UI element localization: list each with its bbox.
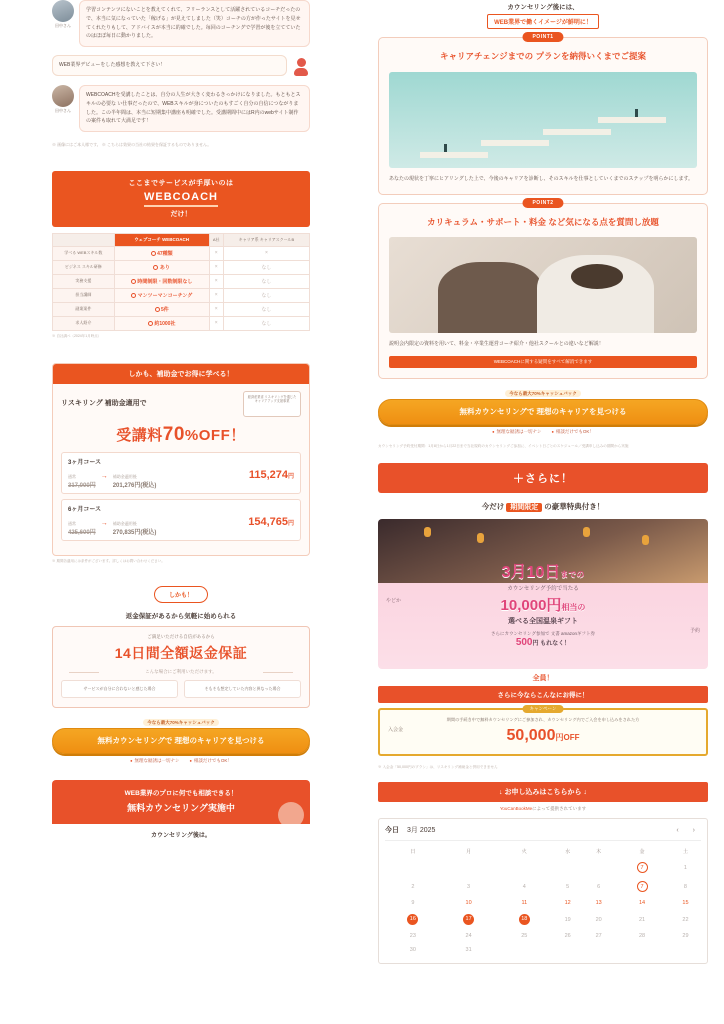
ycbm-brand: YouCanBookMe bbox=[499, 806, 533, 812]
row-label: 副業案件 bbox=[53, 302, 115, 316]
arrow-icon: → bbox=[100, 472, 108, 480]
cell-a: × bbox=[209, 288, 223, 302]
table-row bbox=[53, 288, 310, 302]
right-column bbox=[362, 0, 724, 1024]
cell-b: なし bbox=[223, 316, 309, 330]
course-prices bbox=[68, 516, 294, 536]
cta-subnotes bbox=[378, 429, 708, 435]
free-counseling-button[interactable]: 無料カウンセリングで 理想のキャリアを見つける bbox=[378, 399, 708, 426]
apply-bar: ↓ お申し込みはこちらから ↓ bbox=[378, 782, 708, 802]
voice-question-1 bbox=[52, 55, 310, 77]
calendar-day[interactable]: 5 bbox=[566, 883, 570, 890]
guarantee-cards bbox=[61, 680, 301, 698]
calendar-month: 3月 2025 bbox=[407, 827, 436, 835]
red-banner-line1: WEB業界のプロに何でも相談できる！ bbox=[124, 790, 238, 798]
avatar-wrapper bbox=[52, 0, 74, 47]
cell-b: なし bbox=[223, 274, 309, 288]
right-fineprint: カウンセリング予約受付期間：1月8日から1月22日まで当社規約のカウンセリングご参加に、イベント日ごとのスケジュール／受講申し込みの期間から実施 bbox=[378, 444, 629, 449]
plus-banner: ＋さらに！ bbox=[378, 463, 708, 493]
calendar-day-available[interactable]: 12 bbox=[564, 900, 571, 907]
cell-a: × bbox=[209, 316, 223, 330]
question-text: WEB業界デビューをした感想を教えて下さい！ bbox=[52, 55, 287, 76]
table-row bbox=[53, 260, 310, 274]
right-heading-title: カウンセリング後には、 bbox=[507, 4, 579, 11]
point-tag: POINT1 bbox=[522, 32, 563, 42]
avatar-label: 田中さん bbox=[55, 23, 71, 28]
cell-a: × bbox=[209, 274, 223, 288]
cell-a: × bbox=[209, 260, 223, 274]
consultation-photo bbox=[389, 237, 697, 333]
calendar-day-available[interactable]: 7 bbox=[614, 877, 670, 896]
calendar-day[interactable]: 29 bbox=[682, 933, 689, 940]
cell-webcoach: 約1000社 bbox=[114, 316, 209, 330]
calendar-day[interactable]: 27 bbox=[595, 933, 602, 940]
table-header-row bbox=[53, 233, 310, 246]
cell-a: × bbox=[209, 302, 223, 316]
calendar-header bbox=[385, 825, 701, 841]
subsidy-badge: 経済産業省 リスキリングを通じた キャリアアップ支援事業 bbox=[243, 391, 301, 417]
table-row bbox=[53, 246, 310, 260]
calendar-day[interactable]: 3 bbox=[467, 883, 471, 890]
coupon-amount: 50,000円OFF bbox=[506, 727, 580, 745]
right-cta bbox=[378, 391, 708, 436]
calendar-day[interactable] bbox=[385, 858, 441, 877]
calendar-day[interactable]: 9 bbox=[411, 900, 415, 907]
guarantee-main: 14日間全額返金保証 bbox=[114, 644, 248, 661]
limited-offer-line: 今だけ 期間限定 の豪華特典付き！ bbox=[481, 502, 605, 512]
calendar-day[interactable]: 24 bbox=[465, 933, 472, 940]
coupon-tag: キャンペーン bbox=[523, 705, 564, 713]
right-heading-subtitle: WEB業界で働くイメージが鮮明に！ bbox=[487, 14, 599, 29]
point-tag: POINT2 bbox=[522, 198, 563, 208]
calendar-day[interactable] bbox=[496, 858, 552, 877]
calendar-day-selected[interactable]: 17 bbox=[441, 910, 497, 929]
table-row bbox=[53, 316, 310, 330]
course-name: 3ヶ月コース bbox=[68, 459, 102, 466]
calendar-day-selected[interactable]: 18 bbox=[496, 910, 552, 929]
banner-line3: だけ！ bbox=[170, 210, 192, 218]
avatar bbox=[52, 0, 74, 22]
cell-b: × bbox=[223, 246, 309, 260]
promo-amount: 10,000円相当の bbox=[500, 597, 586, 615]
calendar-day[interactable]: 22 bbox=[682, 916, 689, 923]
table-row bbox=[53, 302, 310, 316]
cell-webcoach: あり bbox=[114, 260, 209, 274]
calendar-day[interactable]: 30 bbox=[409, 947, 416, 954]
cell-b: なし bbox=[223, 288, 309, 302]
calendar-week bbox=[385, 929, 701, 943]
cta-sub-2: ● 相談だけでもOK！ bbox=[551, 429, 593, 435]
calendar-week bbox=[385, 877, 701, 896]
th-webcoach: ウェブコーチ WEBCOACH bbox=[114, 233, 209, 246]
calendar-day[interactable] bbox=[441, 858, 497, 877]
guarantee-title: 返金保証があるから気軽に始められる bbox=[125, 612, 237, 620]
weekday: 日 bbox=[410, 849, 416, 856]
all-badge: 全員！ bbox=[532, 675, 554, 683]
coupon-card bbox=[378, 708, 708, 756]
point-description: あなたの現状を丁寧にヒアリングした上で、今後のキャリアを診断し、そのスキルを仕事としていくまでのステップを明らかにします。 bbox=[389, 175, 694, 182]
weekday: 土 bbox=[682, 849, 688, 856]
point-card-2 bbox=[378, 199, 708, 379]
promo-sub: カウンセリング予約で当たる bbox=[507, 586, 579, 593]
subsidy-price: 受講料70%OFF！ bbox=[116, 423, 246, 445]
calendar-day[interactable] bbox=[552, 943, 583, 957]
avatar bbox=[52, 85, 74, 107]
cta-note: 今なら最大70%キャッシュバック bbox=[378, 391, 708, 397]
arrow-icon: → bbox=[100, 519, 108, 527]
coupon-note: ※ 入会金「50,000円のプラン」は、リスキリング補助金と併用できません bbox=[378, 765, 498, 770]
th-a: A社 bbox=[209, 233, 223, 246]
course-new: 154,765円 bbox=[248, 515, 294, 528]
calendar-day[interactable]: 21 bbox=[638, 916, 646, 923]
voice-text: 学習コンテンツにないことを教えてくれて、フリーランスとして活躍されているコーチだったので、本当に気になっていた「稼げる」が見えてしました（笑）コーチの方が作ったサイトを見せてくれたりもして、アドバイスが本当に的確でした。毎回のコーチングで学習が後を立てていたのはほぼ毎日に動かりました。 bbox=[79, 0, 310, 47]
th-blank bbox=[53, 233, 115, 246]
right-heading bbox=[378, 0, 708, 29]
cta-subnotes bbox=[52, 758, 310, 764]
calendar-day-selected[interactable]: 16 bbox=[385, 910, 441, 929]
service-banner bbox=[52, 171, 310, 227]
point-title: カリキュラム・サポート・料金 など気になる点を質問し放題 bbox=[427, 216, 659, 227]
avatar-wrapper-2 bbox=[52, 85, 74, 132]
promo-tag-left: やどか bbox=[386, 598, 402, 605]
guarantee-lead: ご満足いただける自信があるから bbox=[147, 633, 215, 639]
shikamo-pill: しかも！ bbox=[154, 586, 208, 603]
subsidy-note: ※ 期間各適用には条件がございます。詳しくはお問い合わせください。 bbox=[52, 558, 165, 563]
point-card-1 bbox=[378, 34, 708, 195]
subsidy-lead: リスキリング 補助金適用で bbox=[61, 399, 147, 407]
calendar-week bbox=[385, 858, 701, 877]
voice-disclaimer: ※ 画像にはご本人様です。 ※ こちらは効果の当社の結果を保証するものでありません。 bbox=[52, 142, 212, 147]
weekday: 月 bbox=[466, 849, 472, 856]
calendar-day-available[interactable]: 10 bbox=[465, 900, 472, 907]
calendar-day[interactable] bbox=[614, 943, 670, 957]
point-description: 説明会内限定の資料を用いて、料金・卒業生運営コーチ紹介・他社スクールとの違いなど解説！ bbox=[389, 341, 604, 348]
cta-sub-2: ● 相談だけでもOK！ bbox=[189, 758, 231, 764]
guarantee-box bbox=[52, 626, 310, 708]
row-label: 担当講師 bbox=[53, 288, 115, 302]
calendar-day[interactable]: 8 bbox=[683, 883, 687, 890]
course-card bbox=[61, 499, 301, 541]
calendar-day[interactable]: 4 bbox=[522, 883, 526, 890]
calendar-week bbox=[385, 896, 701, 910]
weekday: 金 bbox=[639, 849, 645, 856]
table-note: ※ 自社調べ（2024年1月時点） bbox=[52, 333, 102, 338]
after-counseling-label: カウンセリング後は。 bbox=[151, 833, 211, 840]
weekday-row bbox=[385, 845, 701, 858]
banner-brand: WEBCOACH bbox=[144, 191, 218, 207]
all-bar: さらに今ならこんなにお得に！ bbox=[378, 686, 708, 703]
subsidy-top bbox=[61, 391, 301, 417]
calendar-day[interactable] bbox=[583, 858, 614, 877]
cell-webcoach: 47種類 bbox=[114, 246, 209, 260]
calendar-day[interactable]: 28 bbox=[638, 933, 646, 940]
course-mid: 補助金適用後 201,276円(税込) bbox=[112, 473, 157, 489]
course-card bbox=[61, 452, 301, 494]
calendar-day[interactable] bbox=[670, 943, 701, 957]
cell-a: × bbox=[209, 246, 223, 260]
cell-webcoach: 5件 bbox=[114, 302, 209, 316]
course-old: 通常 317,000円 bbox=[68, 473, 96, 489]
point-title: キャリアチェンジまでの プランを納得いくまでご提案 bbox=[440, 51, 646, 61]
course-mid: 補助金適用後 270,835円(税込) bbox=[112, 520, 157, 536]
guarantee-card: サービスが自分に合わないと感じた場合 bbox=[61, 680, 178, 698]
weekday: 水 bbox=[565, 849, 571, 856]
booking-calendar[interactable] bbox=[378, 818, 708, 964]
promo-content bbox=[378, 519, 708, 669]
calendar-day-available[interactable]: 13 bbox=[595, 900, 602, 907]
calendar-day[interactable]: 6 bbox=[597, 883, 601, 890]
bottom-red-banner bbox=[52, 780, 310, 824]
comparison-table bbox=[52, 233, 310, 331]
cell-webcoach: 時間制限・回数制限なし bbox=[114, 274, 209, 288]
calendar-day[interactable]: 23 bbox=[409, 933, 416, 940]
voice-answer-2 bbox=[52, 85, 310, 132]
calendar-week bbox=[385, 910, 701, 929]
free-counseling-button[interactable]: 無料カウンセリングで 理想のキャリアを見つける bbox=[52, 728, 310, 755]
row-label: 求人紹介 bbox=[53, 316, 115, 330]
cta-note: 今なら最大70%キャッシュバック bbox=[52, 720, 310, 726]
subsidy-body bbox=[53, 384, 309, 555]
cta-sub-1: ● 無理な勧誘は一切ナシ bbox=[130, 758, 179, 764]
calendar-body bbox=[385, 858, 701, 957]
coupon-description: 期間の手続き中で無料カウンセリングにご参加され、カウンセリング内でご入会を申し込みをされた方 bbox=[446, 717, 640, 723]
calendar-grid[interactable] bbox=[385, 845, 701, 957]
calendar-day-available[interactable]: 15 bbox=[682, 900, 689, 907]
calendar-today-label: 今日 bbox=[385, 827, 399, 835]
point-ribbon: WEBCOACHに関する疑問をすべて解消できます bbox=[389, 356, 697, 368]
calendar-day[interactable] bbox=[496, 943, 552, 957]
calendar-day[interactable]: 2 bbox=[411, 883, 415, 890]
calendar-week bbox=[385, 943, 701, 957]
table-body bbox=[53, 246, 310, 330]
cta-sub-1: ● 無理な勧誘は一切ナシ bbox=[492, 429, 541, 435]
weekday: 火 bbox=[521, 849, 527, 856]
subsidy-section bbox=[52, 363, 310, 556]
calendar-day-available[interactable]: 11 bbox=[521, 900, 528, 907]
promo-date: 3月10日までの bbox=[501, 564, 585, 582]
voice-answer-1 bbox=[52, 0, 310, 47]
row-label: ビジネス スキル研修 bbox=[53, 260, 115, 274]
onsen-promo bbox=[378, 519, 708, 669]
cell-b: なし bbox=[223, 302, 309, 316]
coach-photo bbox=[278, 802, 304, 824]
apply-note: YouCanBookMeによって提供されています bbox=[499, 806, 587, 812]
row-label: 実務支援 bbox=[53, 274, 115, 288]
calendar-day[interactable] bbox=[552, 858, 583, 877]
calendar-day[interactable] bbox=[583, 943, 614, 957]
calendar-day[interactable]: 20 bbox=[595, 916, 602, 923]
red-banner-line2: 無料カウンセリング実施中 bbox=[127, 803, 235, 814]
subsidy-heading: しかも、補助金でお得に学べる！ bbox=[53, 364, 309, 384]
guarantee-card: そもそも想定していた内容と異なった場合 bbox=[184, 680, 301, 698]
row-label: 学べる WEBスキル数 bbox=[53, 246, 115, 260]
course-old: 通常 425,600円 bbox=[68, 520, 96, 536]
calendar-nav[interactable]: ‹ › bbox=[676, 826, 701, 834]
promo-gift: 選べる全国温泉ギフト bbox=[508, 618, 578, 626]
calendar-day[interactable]: 19 bbox=[564, 916, 571, 923]
promo-tag-right: 予約 bbox=[689, 628, 700, 635]
calendar-day[interactable]: 25 bbox=[521, 933, 528, 940]
calendar-day-available[interactable]: 7 bbox=[614, 858, 670, 877]
left-cta bbox=[52, 720, 310, 765]
th-b: キャリア系 キャリアスクールB bbox=[223, 233, 309, 246]
course-prices bbox=[68, 469, 294, 489]
calendar-day-available[interactable]: 14 bbox=[638, 900, 646, 907]
course-new: 115,274円 bbox=[248, 468, 294, 481]
course-name: 6ヶ月コース bbox=[68, 506, 102, 513]
promo-500: 500円 もれなく！ bbox=[515, 637, 571, 649]
limited-badge: 期間限定 bbox=[506, 503, 542, 512]
calendar-day[interactable]: 1 bbox=[683, 864, 687, 871]
voice-text: WEBCOACHを受講したことは、自分の人生が大きく変わるきっかけになりました。もともとスキルの必要な い仕事だったので、WEBスキルが身についたのもすごく自分の自信につながりました。この半年間は、本当に短期集中講座も明確でした。受講期間中にはR内のwebサイト制作の案件も取れて大満足です！ bbox=[79, 85, 310, 132]
interviewer-icon bbox=[292, 55, 310, 77]
avatar-label: 田中さん bbox=[55, 108, 71, 113]
weekday: 木 bbox=[596, 849, 602, 856]
calendar-day[interactable]: 31 bbox=[465, 947, 472, 954]
cell-b: なし bbox=[223, 260, 309, 274]
calendar-day[interactable]: 26 bbox=[564, 933, 571, 940]
cell-webcoach: マンツーマンコーチング bbox=[114, 288, 209, 302]
guarantee-sep: こんな場合にご利用いただけます。 bbox=[61, 669, 301, 675]
table-row bbox=[53, 274, 310, 288]
coupon-left-label: 入会金 bbox=[388, 727, 404, 734]
promo-amazon: さらにカウンセリング参加で 文書 amazonギフト券 bbox=[491, 631, 595, 637]
stairs-illustration bbox=[389, 72, 697, 168]
banner-line1: ここまでサービスが手厚いのは bbox=[128, 179, 234, 187]
